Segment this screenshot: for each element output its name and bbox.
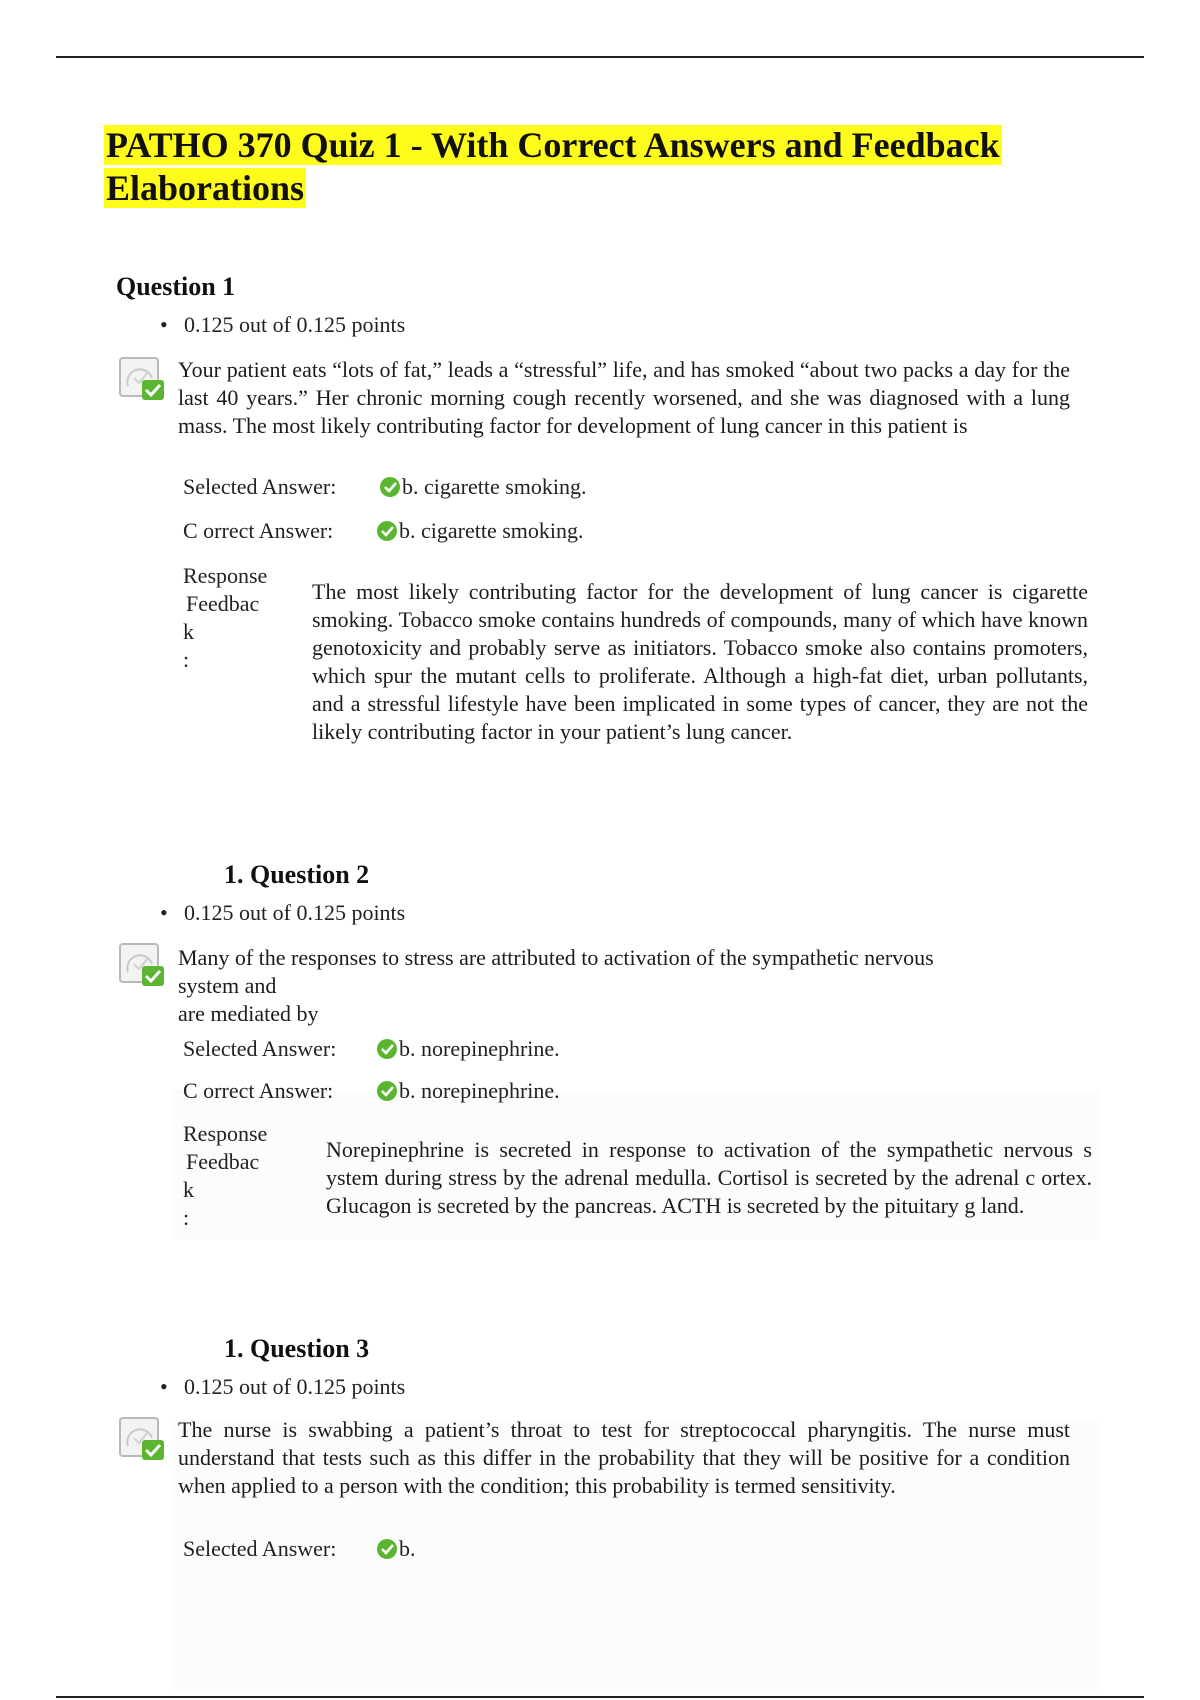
correct-answer-label: C orrect Answer: [183,1078,334,1103]
question-1-feedback: The most likely contributing factor for the development of lung cancer is cigarette smoking. Tobacco smoke contains hundreds of compounds, many of which have known genotoxicity and probably serve as initiators. Tobacco smoke also contains promoters, which spur the mutant cells to proliferate. Although a high-fat diet, urban pollutants, and a stressful lifestyle have been implicated in some types of cancer, they are not the likely contributing factor in your patient’s lung cancer. [312,579,1088,744]
selected-answer-value: b. cigarette smoking. [402,474,587,499]
question-graded-icon [118,356,166,404]
question-1-selected-row [183,474,587,500]
question-2-heading: 1. Question 2 [224,860,370,889]
selected-answer-label: Selected Answer: [183,474,337,499]
question-graded-icon [118,1416,166,1464]
correct-answer-label: C orrect Answer: [183,518,334,543]
question-1-points: • 0.125 out of 0.125 points [160,312,406,337]
top-rule [56,56,1144,58]
question-2-text: Many of the responses to stress are attributed to activation of the sympathetic nervous system and are mediated by [178,945,934,1026]
correct-answer-value: b. cigarette smoking. [399,518,584,543]
bottom-rule [56,1696,1144,1698]
question-3-heading: 1. Question 3 [224,1334,370,1363]
selected-answer-value: b. norepinephrine. [399,1036,560,1061]
question-2-correct-row [183,1078,560,1104]
selected-answer-label: Selected Answer: [183,1536,337,1561]
selected-answer-value: b. [399,1536,416,1561]
question-3-points: • 0.125 out of 0.125 points [160,1374,406,1399]
correct-check-icon [376,1038,398,1060]
correct-check-icon [376,1080,398,1102]
question-3-text: The nurse is swabbing a patient’s throat to test for streptococcal pharyngitis. The nurse must understand that tests such as this differ in the probability that they will be positive for a condition when applied to a person with the condition; this probability is termed sensitivity. [178,1417,1070,1498]
question-1-correct-row [183,518,584,544]
correct-answer-value: b. norepinephrine. [399,1078,560,1103]
correct-check-icon [376,520,398,542]
correct-check-icon [376,1538,398,1560]
question-2-feedback: Norepinephrine is secreted in response to activation of the sympathetic nervous s ystem during stress by the adrenal medulla. Cortisol is secreted by the adrenal c ortex. Glucagon is secreted by the pancreas. ACTH is secreted by the pituitary g land. [326,1137,1092,1218]
question-3-selected-row [183,1536,416,1562]
response-feedback-label: Response Feedbac k : [183,563,268,672]
question-1-text: Your patient eats “lots of fat,” leads a “stressful” life, and has smoked “about two packs a day for the last 40 years.” Her chronic morning cough recently worsened, and she was diagnosed with a lung mass. The most likely contributing factor for development of lung cancer in this patient is [178,357,1070,438]
response-feedback-label: Response Feedbac k : [183,1121,268,1230]
selected-answer-label: Selected Answer: [183,1036,337,1061]
question-1-heading: Question 1 [116,272,236,301]
question-graded-icon [118,942,166,990]
question-2-points: • 0.125 out of 0.125 points [160,900,406,925]
question-2-selected-row [183,1036,560,1062]
correct-check-icon [379,476,401,498]
document-title: PATHO 370 Quiz 1 - With Correct Answers and Feedback Elaborations [106,125,1000,208]
